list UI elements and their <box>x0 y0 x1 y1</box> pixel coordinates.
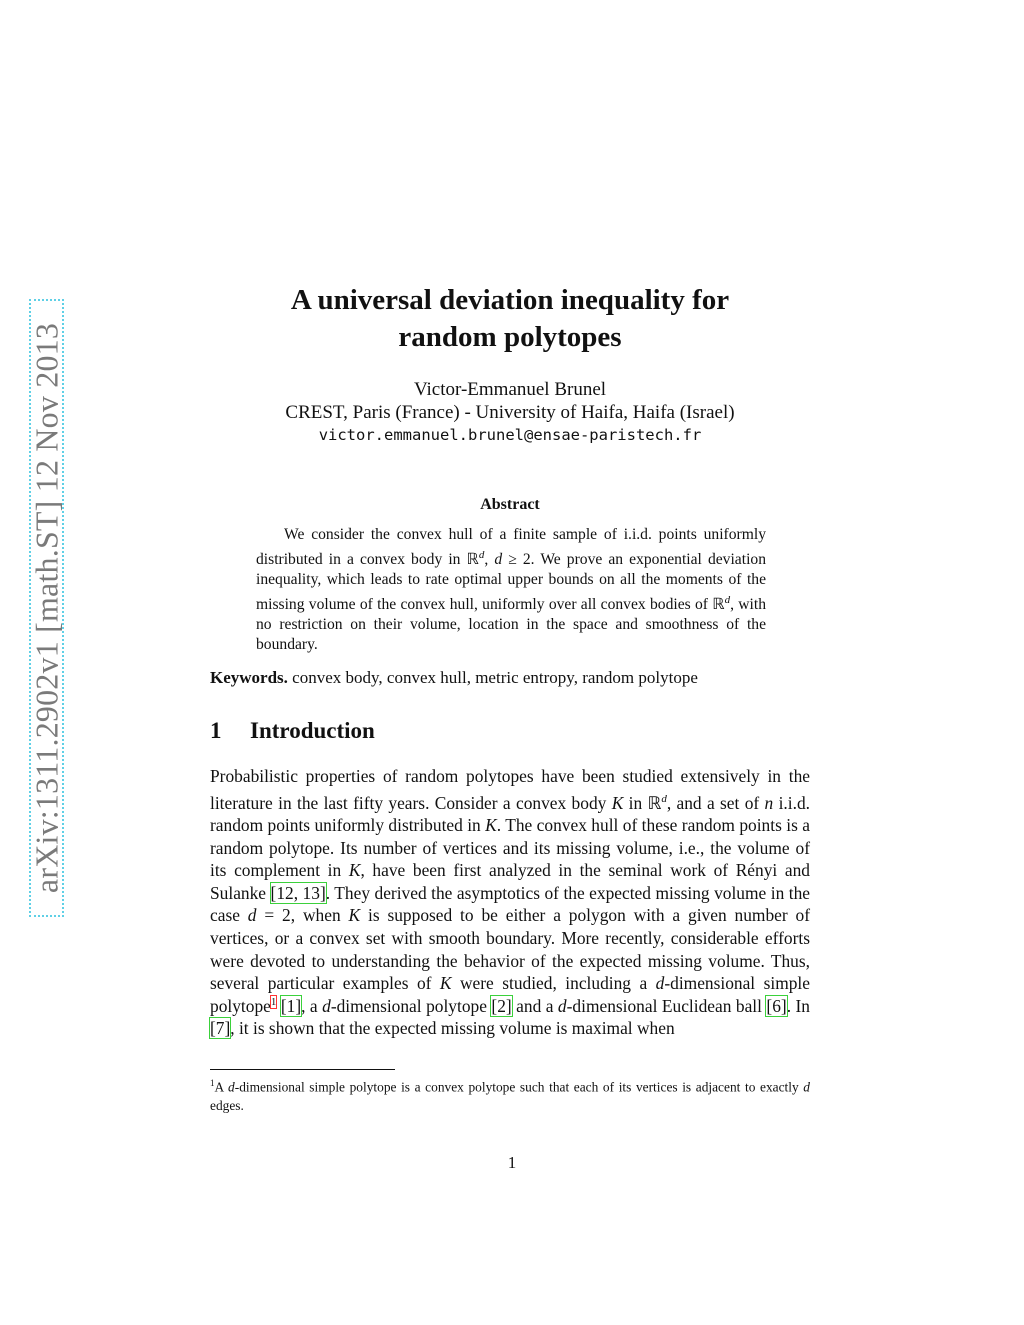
keywords-text: convex body, convex hull, metric entropy, random polytope <box>292 668 698 687</box>
keywords-label: Keywords. <box>210 668 288 687</box>
author-email[interactable]: victor.emmanuel.brunel@ensae-paristech.fr <box>318 426 702 444</box>
section-number: 1 <box>210 718 222 743</box>
abstract-body: We consider the convex hull of a finite sample of i.i.d. points uniformly distributed in a convex body in ℝ$^d$, d ≥ 2. We prove an exponential deviation inequality, which leads to rate optimal upper bounds on all the moments of the missing volume of the convex hull, uniformly over all convex bodies of ℝ$^d$, with no restriction on their volume, location in the space and smoothness of the boundary. <box>256 526 766 654</box>
author-name: Victor-Emmanuel Brunel <box>413 379 607 400</box>
paper-title <box>180 282 840 356</box>
footnote-ref[interactable]: 1 <box>270 995 277 1008</box>
page-number: 1 <box>507 1153 517 1172</box>
footnote-mark: 1 <box>210 1078 215 1088</box>
arxiv-id: arXiv:1311.2902v1 [math.ST] 12 Nov 2013 <box>28 322 64 894</box>
citation-link[interactable]: [1] <box>280 995 302 1016</box>
citation-link[interactable]: [2] <box>491 995 512 1016</box>
title-line-1: A universal deviation inequality for <box>290 284 730 316</box>
citation-link[interactable]: [7] <box>210 1018 231 1039</box>
citation-link[interactable]: [12, 13] <box>270 882 326 903</box>
author-block <box>180 378 840 447</box>
abstract-heading: Abstract <box>480 496 540 513</box>
section-heading <box>210 718 375 744</box>
citation-link[interactable]: [6] <box>766 995 787 1016</box>
arxiv-stamp <box>29 299 64 917</box>
intro-paragraph: Probabilistic properties of random polytopes have been studied extensively in the literature in the last fifty years. Consider a convex body K in ℝ$^d$, and a set of n i.i.d. random points uniformly distributed in K. The convex hull of these random points is a random polytope. Its number of vertices and its missing volume, i.e., the volume of its complement in K, have been first analyzed in the seminal work of Rényi and Sulanke [12, 13]. They derived the asymptotics of the expected missing volume in the case d = 2, when K is supposed to be either a polygon with a given number of vertices, or a convex set with smooth boundary. More recently, considerable efforts were devoted to understanding the behavior of the expected missing volume. Thus, several particular examples of K were studied, including a d-dimensional simple polytope$^1$ [1], a d-dimensional polytope [2] and a d-dimensional Euclidean ball [6]. In [7], it is shown that the expected missing volume is maximal when <box>210 766 811 1039</box>
keywords <box>210 668 698 688</box>
footnote-rule <box>210 1069 395 1070</box>
title-line-2: random polytopes <box>398 321 622 353</box>
section-title: Introduction <box>250 718 375 743</box>
author-affiliation: CREST, Paris (France) - University of Haifa, Haifa (Israel) <box>285 402 735 423</box>
footnote: $^1$A d-dimensional simple polytope is a convex polytope such that each of its vertices is adjacent to exactly d edges. <box>210 1078 810 1114</box>
